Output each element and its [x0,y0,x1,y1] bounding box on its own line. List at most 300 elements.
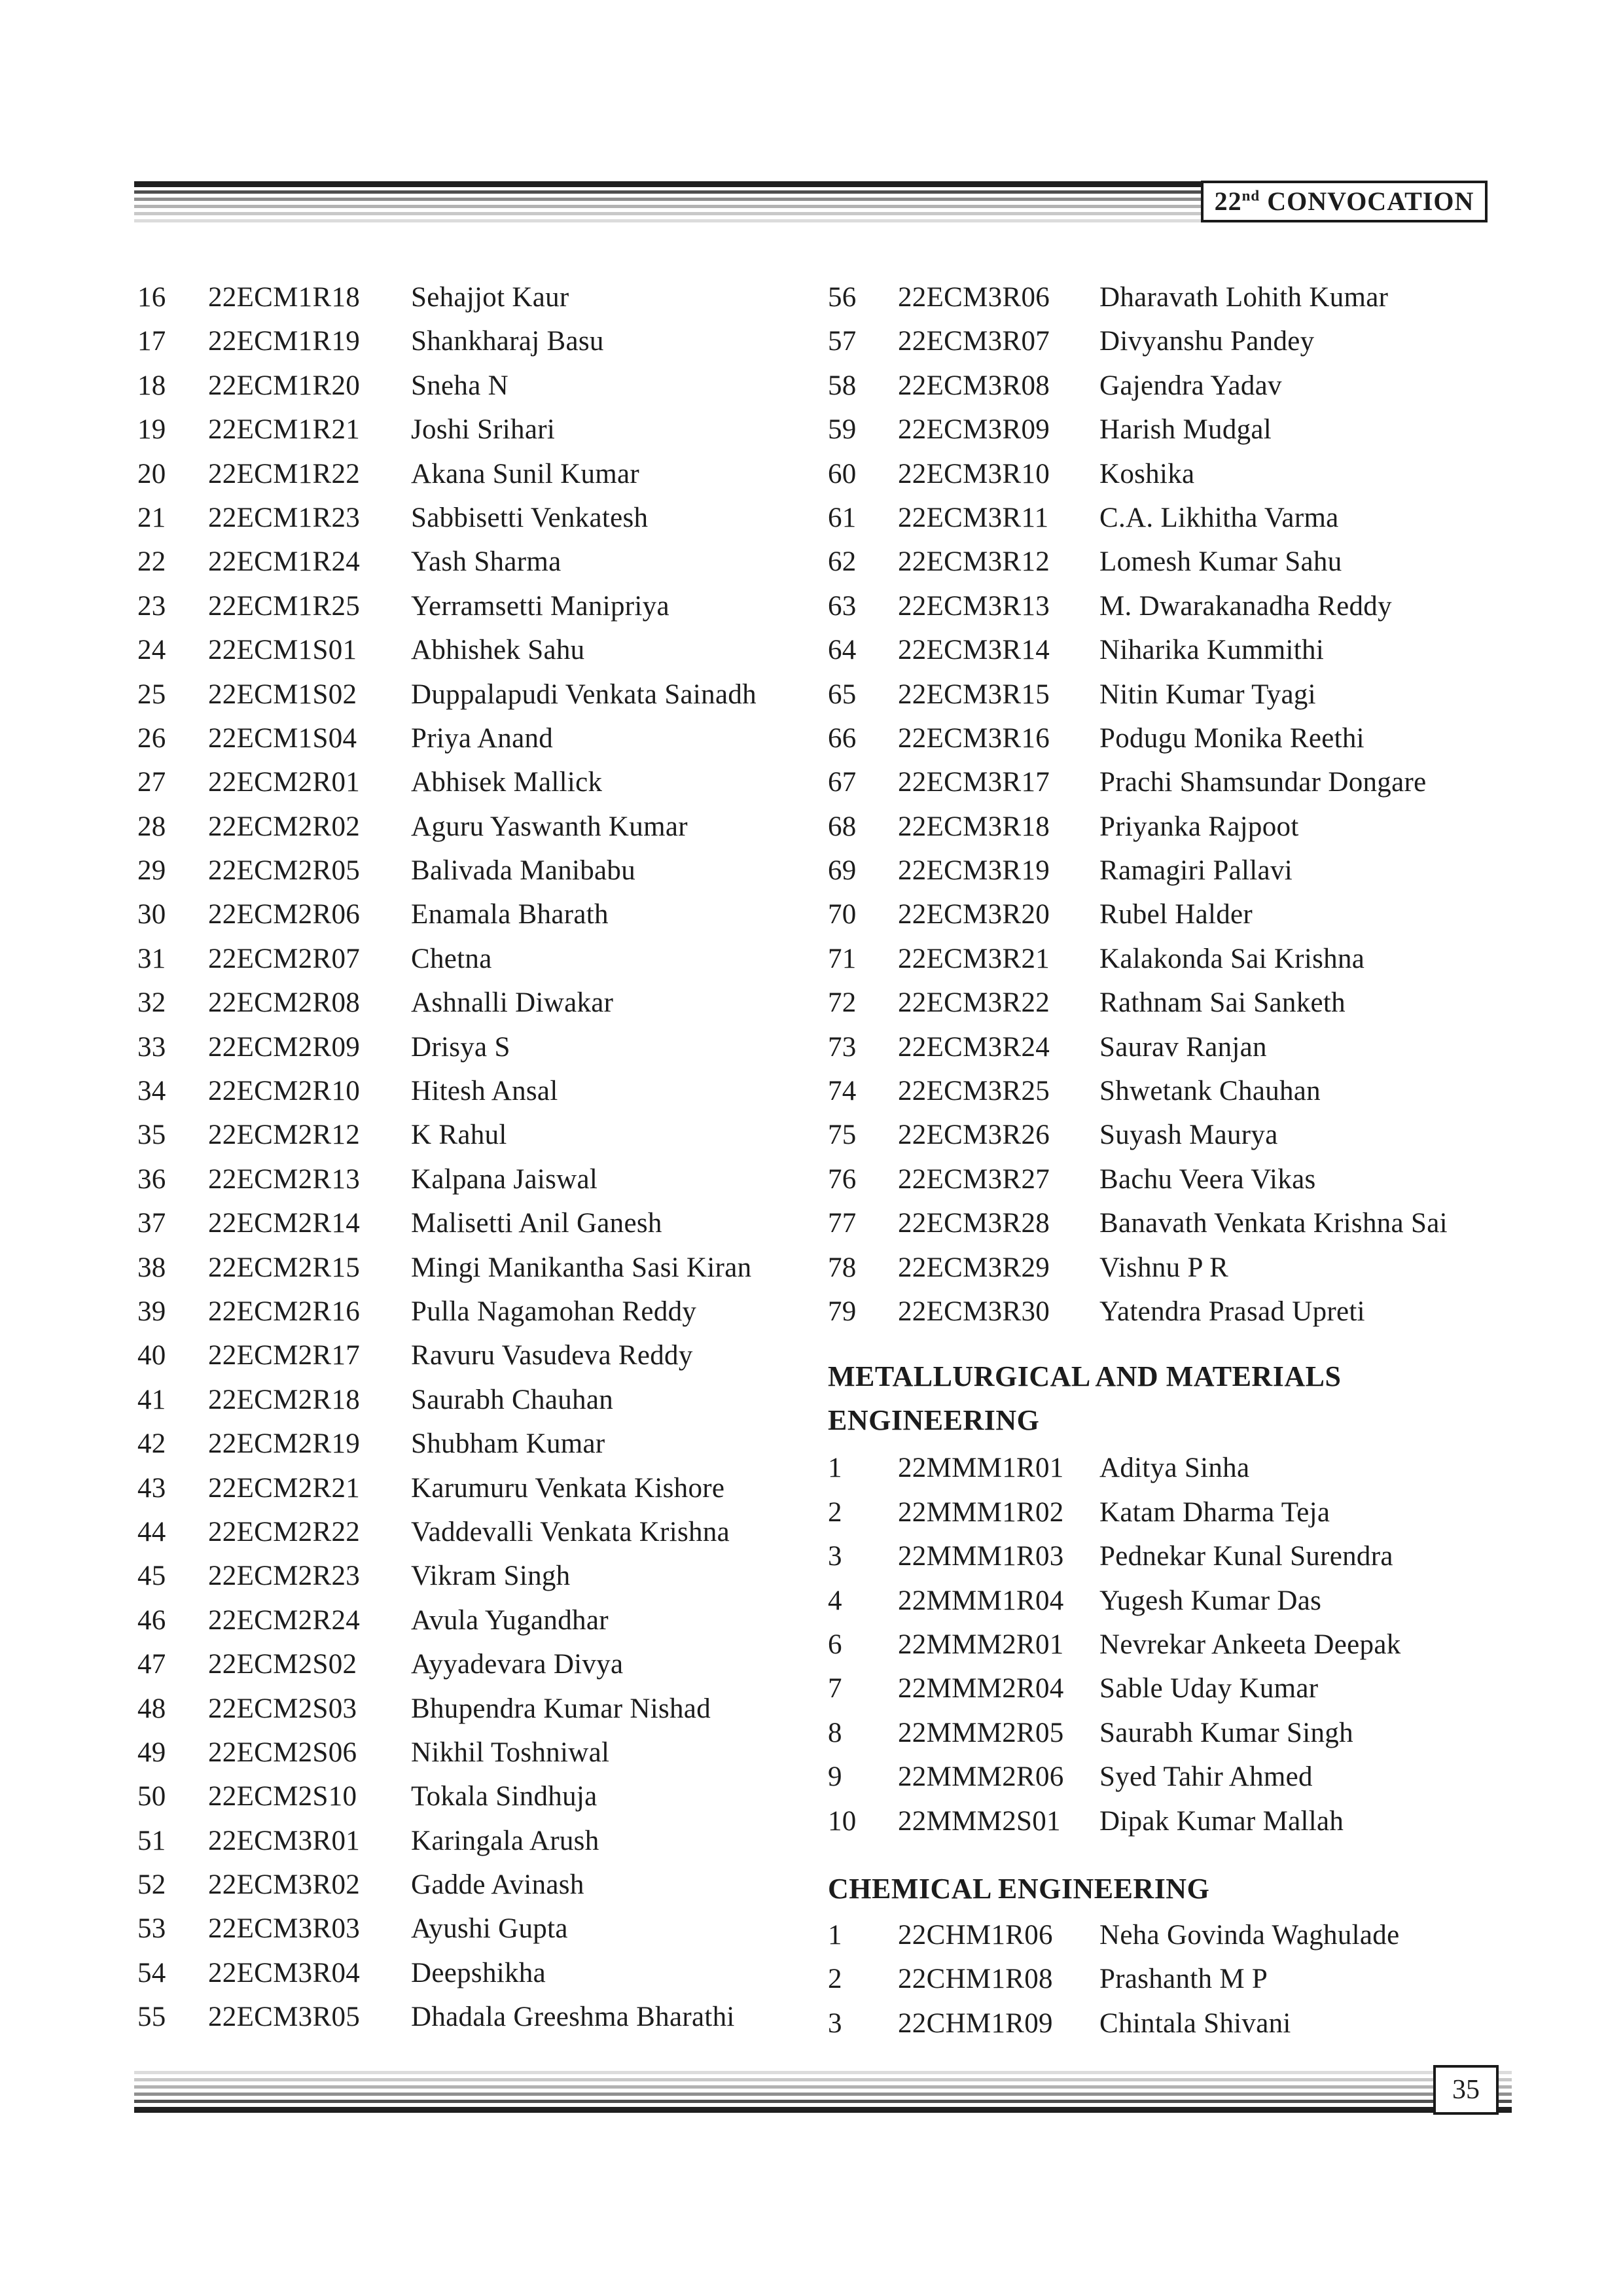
list-item [828,1246,1620,1290]
serial-number: 66 [828,722,857,754]
student-name: Pednekar Kunal Surendra [1099,1541,1393,1572]
serial-number: 63 [828,590,857,622]
section-title-metallurgical [828,1354,1620,1442]
student-name: Nikhil Toshniwal [411,1737,610,1768]
roll-code: 22MMM1R01 [898,1453,1064,1484]
student-name: Kalpana Jaiswal [411,1163,598,1195]
student-name: Prachi Shamsundar Dongare [1099,767,1427,798]
roll-code: 22ECM2R14 [208,1208,361,1239]
serial-number: 30 [137,899,166,930]
list-item [137,1598,812,1642]
list-item [137,1731,812,1775]
student-name: Suyash Maurya [1099,1120,1278,1151]
list-item [137,1069,812,1113]
student-name: Nevrekar Ankeeta Deepak [1099,1629,1401,1660]
list-item [137,319,812,363]
student-name: Joshi Srihari [411,414,556,446]
serial-number: 6 [828,1629,842,1660]
list-item [137,1113,812,1157]
serial-number: 75 [828,1120,857,1151]
roll-code: 22ECM2R23 [208,1561,361,1592]
roll-code: 22ECM2R21 [208,1472,361,1504]
student-name: Malisetti Anil Ganesh [411,1208,662,1239]
roll-code: 22ECM1R21 [208,414,361,446]
student-name: Vaddevalli Venkata Krishna [411,1516,730,1547]
serial-number: 72 [828,987,857,1019]
list-item [828,584,1620,628]
convocation-ordinal: nd [1241,187,1260,204]
student-name: Bachu Veera Vikas [1099,1163,1316,1195]
student-name: Deepshikha [411,1957,546,1988]
list-item [828,1025,1620,1069]
section-title-metallurgical-line2: ENGINEERING [828,1404,1040,1437]
serial-number: 46 [137,1604,166,1636]
list-item [137,1333,812,1377]
student-name: Katam Dharma Teja [1099,1496,1330,1528]
student-name: Vishnu P R [1099,1252,1229,1283]
list-item [137,1157,812,1201]
serial-number: 35 [137,1120,166,1151]
student-name: Akana Sunil Kumar [411,458,640,489]
list-item [137,1422,812,1466]
list-item [828,1913,1620,1957]
footer-rule-4 [134,2093,1512,2096]
roll-code: 22ECM3R18 [898,811,1050,842]
serial-number: 64 [828,635,857,666]
right-column-continuation-rows [828,275,1620,1333]
roll-code: 22ECM1S02 [208,679,357,710]
roll-code: 22ECM3R14 [898,635,1050,666]
list-item [137,892,812,936]
list-item [137,1201,812,1245]
roll-code: 22ECM3R28 [898,1208,1050,1239]
student-name: Pulla Nagamohan Reddy [411,1296,697,1327]
list-item [137,628,812,672]
serial-number: 7 [828,1673,842,1704]
serial-number: 23 [137,590,166,622]
roll-code: 22ECM1S01 [208,635,357,666]
serial-number: 57 [828,326,857,357]
roll-code: 22ECM3R30 [898,1296,1050,1327]
list-item [137,540,812,584]
serial-number: 70 [828,899,857,930]
list-item [828,628,1620,672]
footer-rule-3 [134,2085,1512,2089]
roll-code: 22ECM3R09 [898,414,1050,446]
list-item [828,1201,1620,1245]
student-name: Sneha N [411,370,508,401]
serial-number: 32 [137,987,166,1019]
student-name: Tokala Sindhuja [411,1781,597,1812]
serial-number: 41 [137,1384,166,1415]
list-item [137,496,812,540]
student-name: Kalakonda Sai Krishna [1099,943,1365,974]
student-name: Aditya Sinha [1099,1453,1250,1484]
student-name: Ramagiri Pallavi [1099,855,1293,887]
footer-rule-1 [134,2071,1512,2074]
list-item [137,1378,812,1422]
roll-code: 22ECM3R24 [898,1031,1050,1063]
roll-code: 22MMM2R06 [898,1761,1064,1793]
convocation-title: CONVOCATION [1260,186,1474,216]
roll-code: 22ECM3R21 [898,943,1050,974]
student-name: Abhishek Sahu [411,635,585,666]
roll-code: 22CHM1R08 [898,1964,1053,1995]
student-name: Syed Tahir Ahmed [1099,1761,1313,1793]
roll-code: 22ECM3R20 [898,899,1050,930]
list-item [828,364,1620,408]
roll-code: 22MMM1R03 [898,1541,1064,1572]
serial-number: 68 [828,811,857,842]
student-name: Yatendra Prasad Upreti [1099,1296,1365,1327]
serial-number: 74 [828,1076,857,1107]
roll-code: 22ECM2S06 [208,1737,357,1768]
roll-code: 22ECM2R01 [208,767,361,798]
serial-number: 3 [828,1541,842,1572]
roll-code: 22ECM2S10 [208,1781,357,1812]
roll-code: 22ECM3R04 [208,1957,361,1988]
roll-code: 22MMM1R04 [898,1585,1064,1616]
list-item [828,1957,1620,2001]
list-item [137,1246,812,1290]
roll-code: 22ECM1R24 [208,546,361,578]
roll-code: 22MMM1R02 [898,1496,1064,1528]
section-title-metallurgical-line1: METALLURGICAL AND MATERIALS [828,1360,1342,1393]
list-item [828,1491,1620,1534]
convocation-header-box [1201,181,1488,222]
student-name: Shwetank Chauhan [1099,1076,1321,1107]
roll-code: 22ECM1R23 [208,502,361,533]
serial-number: 1 [828,1453,842,1484]
serial-number: 73 [828,1031,857,1063]
student-name: Balivada Manibabu [411,855,636,887]
serial-number: 44 [137,1516,166,1547]
student-name: Prashanth M P [1099,1964,1268,1995]
student-name: Bhupendra Kumar Nishad [411,1693,711,1724]
serial-number: 55 [137,2002,166,2033]
roll-code: 22CHM1R06 [898,1919,1053,1951]
student-name: Podugu Monika Reethi [1099,722,1364,754]
roll-code: 22ECM2R13 [208,1163,361,1195]
roll-code: 22ECM3R02 [208,1869,361,1901]
serial-number: 33 [137,1031,166,1063]
serial-number: 60 [828,458,857,489]
page-number: 35 [1452,2075,1480,2105]
serial-number: 56 [828,282,857,313]
roll-code: 22ECM2R02 [208,811,361,842]
student-name: Neha Govinda Waghulade [1099,1919,1400,1951]
serial-number: 54 [137,1957,166,1988]
serial-number: 78 [828,1252,857,1283]
serial-number: 21 [137,502,166,533]
serial-number: 50 [137,1781,166,1812]
list-item [137,805,812,849]
serial-number: 61 [828,502,857,533]
roll-code: 22ECM3R22 [898,987,1050,1019]
roll-code: 22ECM2S02 [208,1649,357,1680]
serial-number: 4 [828,1585,842,1616]
serial-number: 31 [137,943,166,974]
list-item [137,1290,812,1333]
list-item [137,1510,812,1554]
student-name: Shubham Kumar [411,1428,605,1460]
roll-code: 22ECM1R19 [208,326,361,357]
page-number-box [1433,2065,1499,2115]
serial-number: 53 [137,1913,166,1945]
roll-code: 22ECM2R08 [208,987,361,1019]
student-name: Saurabh Kumar Singh [1099,1717,1353,1748]
student-name: Chetna [411,943,492,974]
list-item [828,540,1620,584]
student-name: Koshika [1099,458,1195,489]
list-item [828,760,1620,804]
student-name: Yash Sharma [411,546,562,578]
student-name: Ravuru Vasudeva Reddy [411,1340,693,1371]
roll-code: 22MMM2R04 [898,1673,1064,1704]
roll-code: 22ECM2R07 [208,943,361,974]
list-item [137,937,812,981]
serial-number: 37 [137,1208,166,1239]
roll-code: 22ECM2R05 [208,855,361,887]
roll-code: 22ECM3R07 [898,326,1050,357]
serial-number: 10 [828,1805,857,1837]
section-title-chemical: CHEMICAL ENGINEERING [828,1872,1210,1905]
list-item [137,1025,812,1069]
list-item [828,275,1620,319]
serial-number: 51 [137,1825,166,1856]
list-item [137,584,812,628]
footer-rule-5 [134,2100,1512,2103]
student-name: Mingi Manikantha Sasi Kiran [411,1252,752,1283]
serial-number: 36 [137,1163,166,1195]
list-item [137,1907,812,1951]
roll-code: 22ECM3R06 [898,282,1050,313]
serial-number: 9 [828,1761,842,1793]
roll-code: 22ECM1R22 [208,458,361,489]
student-name: Rathnam Sai Sanketh [1099,987,1346,1019]
list-item [137,849,812,892]
serial-number: 71 [828,943,857,974]
list-item [828,937,1620,981]
student-name: Dharavath Lohith Kumar [1099,282,1389,313]
list-item [137,1995,812,2039]
serial-number: 47 [137,1649,166,1680]
list-item [137,364,812,408]
list-item [828,1667,1620,1710]
student-name: Priyanka Rajpoot [1099,811,1299,842]
list-item [828,1755,1620,1799]
roll-code: 22ECM1S04 [208,722,357,754]
roll-code: 22ECM3R29 [898,1252,1050,1283]
list-item [828,1069,1620,1113]
student-name: Ayushi Gupta [411,1913,568,1945]
student-name: M. Dwarakanadha Reddy [1099,590,1392,622]
serial-number: 17 [137,326,166,357]
list-item [828,1290,1620,1333]
serial-number: 2 [828,1496,842,1528]
roll-code: 22ECM3R01 [208,1825,361,1856]
roll-code: 22ECM2R18 [208,1384,361,1415]
serial-number: 67 [828,767,857,798]
roll-code: 22ECM2R24 [208,1604,361,1636]
list-item [137,1687,812,1731]
student-name: Saurav Ranjan [1099,1031,1267,1063]
student-name: Gadde Avinash [411,1869,584,1901]
student-name: Abhisek Mallick [411,767,603,798]
roll-code: 22ECM3R16 [898,722,1050,754]
list-item [828,892,1620,936]
serial-number: 8 [828,1717,842,1748]
list-item [828,805,1620,849]
student-name: Yerramsetti Manipriya [411,590,669,622]
serial-number: 2 [828,1964,842,1995]
serial-number: 43 [137,1472,166,1504]
list-item [137,1775,812,1818]
roll-code: 22ECM3R26 [898,1120,1050,1151]
student-name: K Rahul [411,1120,507,1151]
footer-rule-2 [134,2078,1512,2081]
roll-code: 22ECM2R22 [208,1516,361,1547]
serial-number: 29 [137,855,166,887]
chemical-rows [828,1913,1620,2045]
serial-number: 59 [828,414,857,446]
serial-number: 20 [137,458,166,489]
list-item [828,452,1620,496]
roll-code: 22ECM2R15 [208,1252,361,1283]
student-name: Enamala Bharath [411,899,609,930]
roll-code: 22ECM3R27 [898,1163,1050,1195]
serial-number: 27 [137,767,166,798]
list-item [828,1157,1620,1201]
list-item [828,1799,1620,1843]
roll-code: 22ECM2R17 [208,1340,361,1371]
roll-code: 22ECM2R10 [208,1076,361,1107]
serial-number: 25 [137,679,166,710]
serial-number: 79 [828,1296,857,1327]
list-item [137,1466,812,1510]
student-name: Karingala Arush [411,1825,599,1856]
student-name: Niharika Kummithi [1099,635,1325,666]
list-item [828,1579,1620,1623]
serial-number: 76 [828,1163,857,1195]
roll-code: 22CHM1R09 [898,2007,1053,2039]
student-name: Vikram Singh [411,1561,571,1592]
serial-number: 69 [828,855,857,887]
roll-code: 22ECM3R03 [208,1913,361,1945]
student-name: Drisya S [411,1031,510,1063]
student-name: Dipak Kumar Mallah [1099,1805,1344,1837]
roll-code: 22ECM3R08 [898,370,1050,401]
list-item [137,716,812,760]
serial-number: 65 [828,679,857,710]
serial-number: 24 [137,635,166,666]
roll-code: 22MMM2R01 [898,1629,1064,1660]
roll-code: 22ECM1R20 [208,370,361,401]
list-item [137,452,812,496]
list-item [828,981,1620,1025]
roll-code: 22MMM2S01 [898,1805,1061,1837]
roll-code: 22ECM3R05 [208,2002,361,2033]
serial-number: 22 [137,546,166,578]
list-item [828,408,1620,451]
list-item [137,1554,812,1598]
student-name: Dhadala Greeshma Bharathi [411,2002,735,2033]
list-item [828,716,1620,760]
list-item [137,1642,812,1686]
list-item [828,1711,1620,1755]
roll-code: 22ECM3R13 [898,590,1050,622]
serial-number: 26 [137,722,166,754]
serial-number: 58 [828,370,857,401]
left-column [137,275,812,2040]
list-item [137,673,812,716]
serial-number: 39 [137,1296,166,1327]
serial-number: 1 [828,1919,842,1951]
list-item [137,760,812,804]
list-item [828,673,1620,716]
student-name: Aguru Yaswanth Kumar [411,811,688,842]
student-name: Shankharaj Basu [411,326,604,357]
right-column [828,275,1620,2045]
list-item [137,275,812,319]
roll-code: 22ECM2R06 [208,899,361,930]
serial-number: 16 [137,282,166,313]
serial-number: 48 [137,1693,166,1724]
roll-code: 22ECM2R12 [208,1120,361,1151]
serial-number: 42 [137,1428,166,1460]
student-name: Duppalapudi Venkata Sainadh [411,679,757,710]
student-name: Hitesh Ansal [411,1076,558,1107]
roll-code: 22ECM3R11 [898,502,1049,533]
list-item [828,1534,1620,1578]
metallurgical-rows [828,1446,1620,1843]
roll-code: 22MMM2R05 [898,1717,1064,1748]
list-item [828,1623,1620,1667]
list-item [828,319,1620,363]
student-name: Nitin Kumar Tyagi [1099,679,1316,710]
serial-number: 3 [828,2007,842,2039]
footer-rule-6 [134,2107,1512,2113]
student-name: Divyanshu Pandey [1099,326,1315,357]
student-name: Ayyadevara Divya [411,1649,624,1680]
serial-number: 34 [137,1076,166,1107]
student-name: Yugesh Kumar Das [1099,1585,1322,1616]
student-name: Sable Uday Kumar [1099,1673,1319,1704]
roll-code: 22ECM3R15 [898,679,1050,710]
roll-code: 22ECM3R10 [898,458,1050,489]
student-name: Ashnalli Diwakar [411,987,614,1019]
roll-code: 22ECM2R19 [208,1428,361,1460]
list-item [137,1819,812,1863]
roll-code: 22ECM1R18 [208,282,361,313]
student-name: Karumuru Venkata Kishore [411,1472,725,1504]
roll-code: 22ECM2R09 [208,1031,361,1063]
list-item [828,1113,1620,1157]
roll-code: 22ECM3R12 [898,546,1050,578]
student-name: Priya Anand [411,722,554,754]
serial-number: 45 [137,1561,166,1592]
student-name: Rubel Halder [1099,899,1253,930]
student-name: Lomesh Kumar Sahu [1099,546,1342,578]
list-item [137,1951,812,1995]
serial-number: 40 [137,1340,166,1371]
list-item [828,2002,1620,2045]
serial-number: 49 [137,1737,166,1768]
roll-code: 22ECM2S03 [208,1693,357,1724]
serial-number: 62 [828,546,857,578]
student-name: Sehajjot Kaur [411,282,569,313]
serial-number: 28 [137,811,166,842]
